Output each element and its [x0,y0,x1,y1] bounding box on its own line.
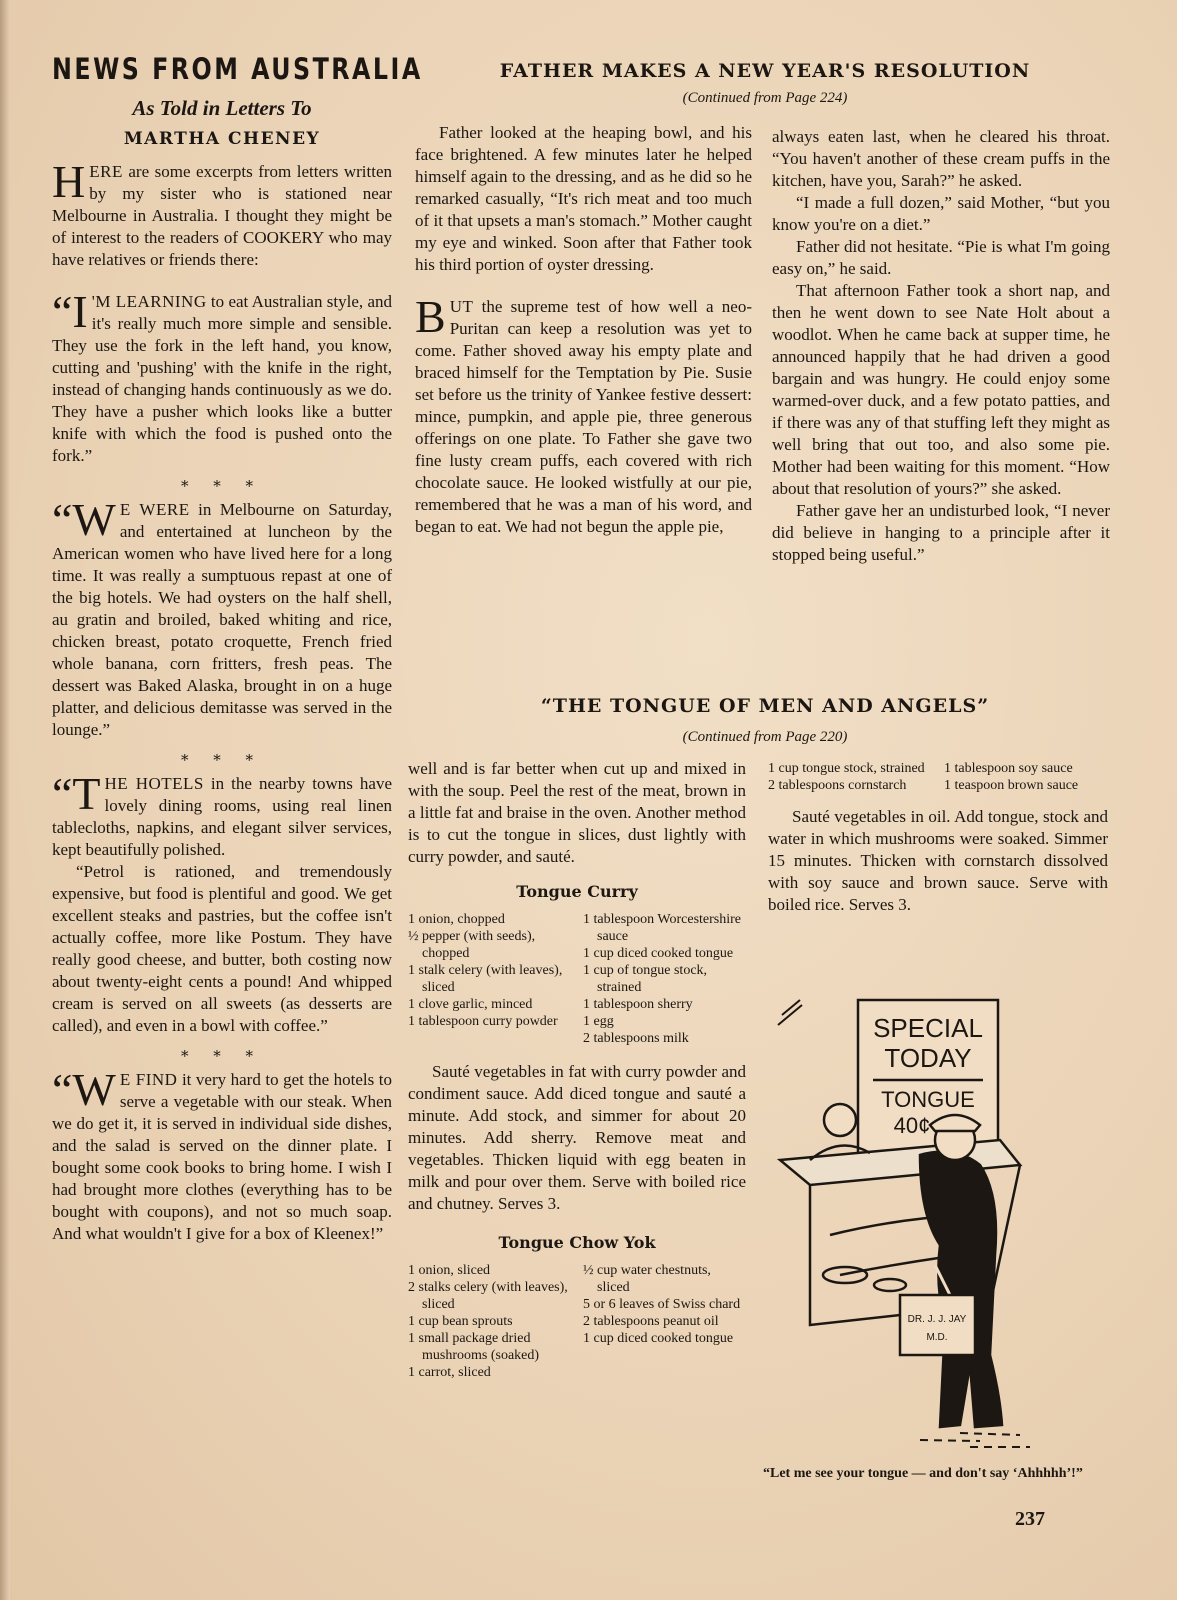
article-paragraph: BUT the supreme test of how well a neo-Puritan can keep a resolution was yet to come. Father shoved away his empty plate and braced himself for the Temptation by Pie. Susie set before us the trinity of Yankee festive dessert: mince, pumpkin, and apple pie, three generous offerings on one plate. To Father she gave two fine lusty cream puffs, each covered with rich chocolate sauce. He looked wistfully at our pie, remembered that he was a man of his word, and began to eat. We had not begun the apple pie, [415,291,752,536]
ingredient-item: ½ cup water chestnuts, sliced [583,1263,711,1295]
news-from-australia-article [52,52,423,1245]
ingredient-column [583,1262,746,1381]
sign-line-1: SPECIAL [873,1013,983,1043]
ingredient-column [408,911,571,1047]
ingredient-item: 1 tablespoon sherry [583,997,693,1012]
sign-line-3: TONGUE [881,1087,975,1112]
ingredient-item: 1 egg [583,1014,614,1029]
ingredient-item: 1 tablespoon soy sauce [944,761,1073,776]
ingredient-column [944,760,1108,794]
ingredient-item: 1 cup tongue stock, strained [768,761,925,776]
continued-note: (Continued from Page 220) [682,729,848,745]
recipe-method: Sauté vegetables in fat with curry powder and condiment sauce. Add diced tongue and sauté a minute. Add stock, and simmer for about 20 minutes. Add sherry. Remove meat and vegetables. Thicken liquid with egg beaten in milk and pour over them. Serve with boiled rice and chutney. Serves 3. [408,1062,746,1213]
recipe-title: Tongue Curry [516,882,638,901]
ingredient-item: 1 small package dried mushrooms (soaked) [408,1331,540,1363]
article-paragraph: Father did not hesitate. “Pie is what I'm going easy on,” he said. [772,237,1110,278]
ingredient-list [408,1262,746,1381]
ingredient-item: 2 tablespoons peanut oil [583,1314,719,1329]
ingredient-item: 1 cup bean sprouts [408,1314,513,1329]
ingredient-item: 1 onion, sliced [408,1263,491,1278]
ingredient-item: ½ pepper (with seeds), chopped [408,929,536,961]
ingredient-item: 1 onion, chopped [408,912,505,927]
binding-edge [0,0,10,1600]
ingredient-item: 2 stalks celery (with leaves), sliced [408,1280,568,1312]
tongue-column-1 [408,758,746,1381]
sign-line-2: TODAY [884,1043,972,1073]
article-paragraph: always eaten last, when he cleared his throat. “You haven't another of these cream puffs in the kitchen, have you, Sarah?” he asked. [772,127,1110,190]
sign-price: 40¢ [893,1113,931,1138]
tongue-article-header [420,695,1110,746]
article-paragraph: “I made a full dozen,” said Mother, “but you know you're on a diet.” [772,193,1110,234]
recipe-title: Tongue Chow Yok [498,1233,656,1252]
separator-stars: * * * [180,751,264,769]
separator-stars: * * * [180,477,264,495]
bag-label-2: M.D. [926,1332,948,1343]
ingredient-item: 1 clove garlic, minced [408,997,533,1012]
doctor-cartoon-illustration [770,995,1060,1460]
father-column-2 [772,126,1110,566]
ingredient-item: 1 tablespoon curry powder [408,1014,558,1029]
article-paragraph: Father gave her an undisturbed look, “I never did believe in hanging to a principle after it stopped being useful.” [772,501,1110,564]
father-article-header [420,60,1110,107]
article-title: FATHER MAKES A NEW YEAR'S RESOLUTION [499,60,1031,82]
article-paragraph: That afternoon Father took a short nap, and then he went down to see Nate Holt about a woodlot. When he came back at supper time, he announced happily that he had driven a good bargain and was hungry. He could enjoy some warmed-over duck, and a few potato patties, and if there was any of that stuffing left they might as well bring that out too, and also some pie. Mother had been waiting for this moment. “How about that resolution of yours?” she asked. [772,281,1110,498]
ingredient-list [768,760,1108,794]
article-paragraph: Father looked at the heaping bowl, and his face brightened. A few minutes later he helped himself again to the dressing, and as he did so he remarked casually, “It's rich meat and too much of it that upsets a man's stomach.” Mother caught my eye and winked. Soon after that Father took his third portion of oyster dressing. [415,123,752,274]
article-title: “THE TONGUE OF MEN AND ANGELS” [540,695,990,717]
letter-paragraph: “W E WERE in Melbourne on Saturday, and entertained at luncheon by the American women who have lived here for a long time. It was really a sumptuous repast at one of the big hotels. We had oysters on the half shell, au gratin and broiled, baked whiting and rice, chicken breast, potato croquette, French fried whole banana, corn fritters, fresh peas. The dessert was Baked Alaska, brought in on a huge platter, and delicious demitasse was served in the lounge.” [52,494,393,739]
ingredient-item: 1 cup diced cooked tongue [583,1331,734,1346]
ingredient-item: 1 carrot, sliced [408,1365,491,1380]
ingredient-column [583,911,746,1047]
article-title: NEWS FROM AUSTRALIA [52,52,423,86]
cartoon-caption: “Let me see your tongue — and don't say ‘Ahhhhh’!” [763,1466,1083,1481]
ingredient-column [408,1262,571,1381]
intro-paragraph: HERE are some excerpts from letters written by my sister who is stationed near Melbourne in Australia. I thought they might be of interest to the readers of COOKERY who may have relatives or friends there: [52,156,392,269]
ingredient-column [768,760,932,794]
tongue-column-2 [768,760,1108,916]
recipe-method: Sauté vegetables in oil. Add tongue, stock and water in which mushrooms were soaked. Simmer 15 minutes. Thicken with cornstarch dissolved with soy sauce and brown sauce. Serve with boiled rice. Serves 3. [768,807,1108,914]
letter-paragraph: “THE HOTELS in the nearby towns have lovely dining rooms, using real linen tablecloths, napkins, and elegant silver services, kept beautifully polished. [52,768,392,859]
ingredient-item: 5 or 6 leaves of Swiss chard [583,1297,741,1312]
father-column-1 [415,122,752,538]
article-paragraph: well and is far better when cut up and mixed in with the soup. Peel the rest of the meat, brown in a little fat and braise in the oven. Another method is to cut the tongue in slices, dust lightly with curry powder, and sauté. [408,759,746,866]
letter-paragraph: “I 'M LEARNING to eat Australian style, and it's really much more simple and sensible. They use the fork in the left hand, you know, cutting and 'pushing' with the knife in the right, instead of changing hands continuously as we do. They have a pusher which looks like a butter knife with which the food is pushed onto the fork.” [52,286,392,465]
continued-note: (Continued from Page 224) [682,90,848,106]
ingredient-item: 1 stalk celery (with leaves), sliced [408,963,563,995]
letter-paragraph: “W E FIND it very hard to get the hotels to serve a vegetable with our steak. When we do get it, it is served in individual side dishes, and the salad is served on the dinner plate. I bought some cook books to bring home. I wish I had brought more clothes (everything has to be bought with coupons), and not so much soap. And what wouldn't I give for a box of Kleenex!” [52,1064,392,1243]
ingredient-item: 1 cup of tongue stock, strained [583,963,708,995]
bag-label-1: DR. J. J. JAY [907,1314,967,1325]
article-subtitle: As Told in Letters To [132,96,312,120]
ingredient-item: 1 cup diced cooked tongue [583,946,734,961]
ingredient-item: 2 tablespoons cornstarch [768,778,907,793]
separator-stars: * * * [180,1047,264,1065]
author-byline: MARTHA CHENEY [123,129,321,149]
ingredient-item: 1 tablespoon Worcestershire sauce [583,912,742,944]
letter-paragraph: “Petrol is rationed, and tremendously expensive, but food is plentiful and good. We get excellent steaks and pastries, but the coffee isn't actually coffee, more like Postum. They have really good cheese, and butter, both costing now about twenty-eight cents a pound! And whipped cream is served on all sweets (as desserts are called), and even in a bowl with coffee.” [52,862,392,1035]
ingredient-item: 1 teaspoon brown sauce [944,778,1079,793]
ingredient-list [408,911,746,1047]
page-number: 237 [1015,1508,1045,1530]
ingredient-item: 2 tablespoons milk [583,1031,689,1046]
